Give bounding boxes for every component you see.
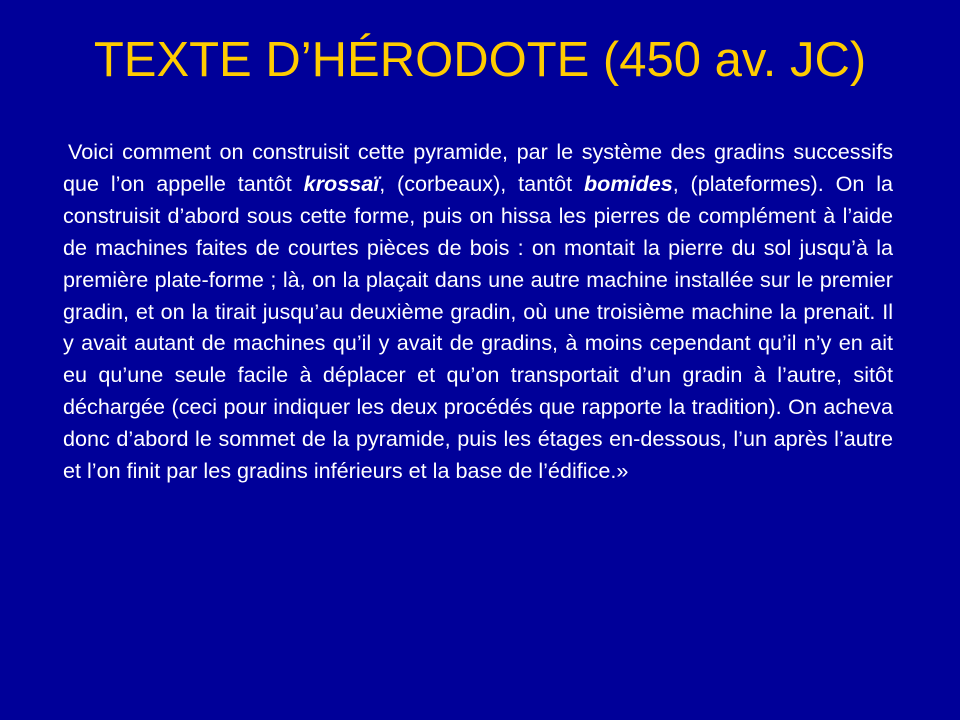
term-krossai: krossaï — [303, 170, 380, 196]
herodotus-quote — [63, 136, 893, 487]
quote-text-part-2: , (corbeaux), tantôt — [379, 170, 584, 196]
slide-title: TEXTE D’HÉRODOTE (450 av. JC) — [93, 33, 867, 87]
quote-text-part-3: , (plateformes). On la construisit d’abord sous cette forme, puis on hissa les pierres de complément à l’aide de machines faites de courtes pièces de bois : on montait la pierre du sol jusqu’à la première plate-forme ; là, on la plaçait dans une autre machine installée sur le premier gradin, et on la tirait jusqu’au deuxième gradin, où une troisième machine la prenait. Il y avait autant de machines qu’il y avait de gradins, à moins cependant qu’il n’y en ait eu qu’une seule facile à déplacer et qu’on transportait d’un gradin à l’autre, sitôt déchargée (ceci pour indiquer les deux procédés que rapporte la tradition). On acheva donc d’abord le sommet de la pyramide, puis les étages en-dessous, l’un après l’autre et l’on finit par les gradins inférieurs et la base de l’édifice.» — [63, 170, 894, 484]
term-bomides: bomides — [583, 170, 673, 196]
quote-text-part-1: Voici comment on construisit cette pyramide, par le système des gradins successifs que l’on appelle tantôt — [63, 139, 893, 196]
